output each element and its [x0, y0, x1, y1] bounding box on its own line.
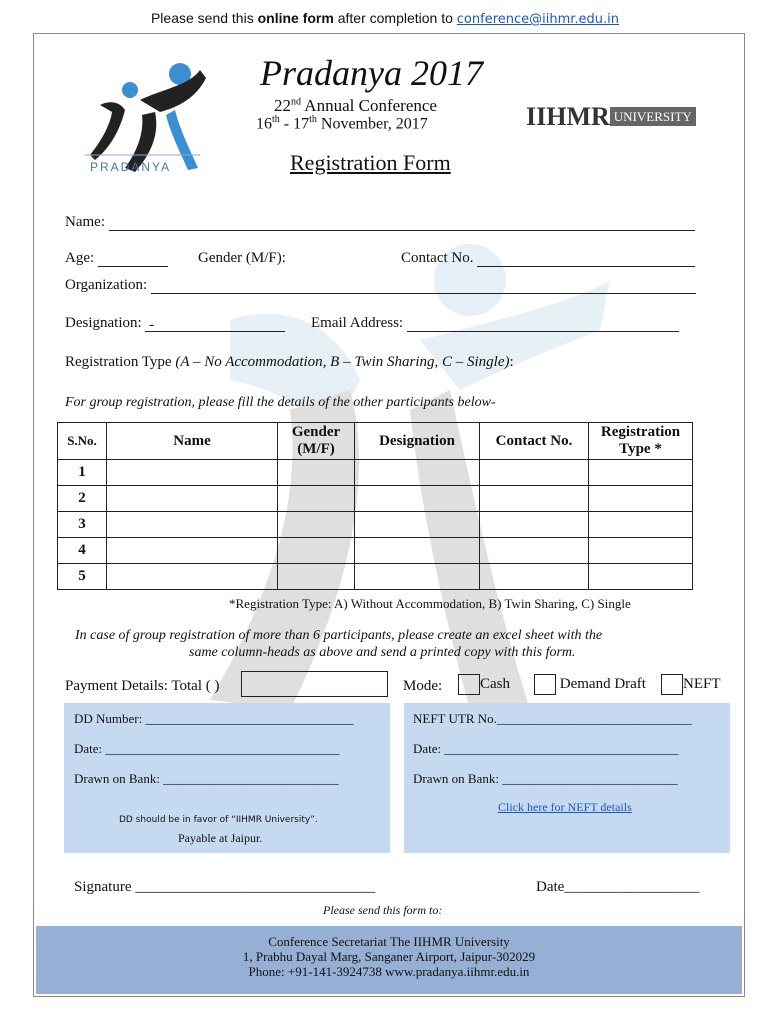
top-instruction [0, 10, 770, 27]
send-form-to: Please send this form to: [323, 903, 443, 917]
col-sno: S.No. [58, 423, 107, 460]
excel-note-line1: In case of group registration of more than 6 participants, please create an excel sheet with the [75, 628, 603, 643]
conference-title: Pradanya 2017 [260, 53, 483, 93]
dd-date-field[interactable]: Date: ____________________________________ [74, 741, 340, 756]
cash-checkbox[interactable] [458, 674, 480, 695]
email-field[interactable]: Email Address: [311, 315, 679, 332]
organization-field[interactable]: Organization: [65, 277, 696, 294]
iihmr-university-logo: IIHMR UNIVERSITY [526, 100, 696, 132]
dd-favor-note: DD should be in favor of “IIHMR University”. [119, 815, 318, 825]
address-line-3: Phone: +91-141-3924738 www.pradanya.iihmr.edu.in [248, 964, 530, 979]
mode-cash[interactable]: Cash [454, 674, 510, 695]
col-designation: Designation [355, 423, 480, 460]
col-gender: Gender (M/F) [278, 423, 355, 460]
payment-total-input[interactable] [241, 671, 388, 697]
date-field[interactable]: Date__________________ [536, 879, 700, 895]
form-title: Registration Form [290, 150, 451, 175]
neft-checkbox[interactable] [661, 674, 683, 695]
dd-bank-field[interactable]: Drawn on Bank: ___________________________ [74, 771, 339, 786]
top-note-bold: online form [257, 10, 334, 26]
mode-label: Mode: [403, 678, 443, 694]
group-intro: For group registration, please fill the details of the other participants below- [65, 395, 496, 410]
secretariat-address [36, 926, 742, 994]
dd-number-field[interactable]: DD Number: ________________________________ [74, 711, 354, 726]
col-name: Name [107, 423, 278, 460]
address-line-1: Conference Secretariat The IIHMR University [268, 934, 510, 949]
mode-neft[interactable]: NEFT [657, 674, 721, 695]
neft-bank-field[interactable]: Drawn on Bank: ___________________________ [413, 771, 678, 786]
neft-details-link[interactable]: Click here for NEFT details [498, 800, 632, 814]
signature-field[interactable]: Signature ________________________________ [74, 879, 376, 895]
table-row[interactable]: 4 [58, 538, 693, 564]
table-row[interactable]: 5 [58, 564, 693, 590]
top-note-prefix: Please send this [150, 10, 258, 26]
table-row[interactable]: 2 [58, 486, 693, 512]
neft-utr-field[interactable]: NEFT UTR No.______________________________ [413, 711, 692, 726]
gender-field[interactable]: Gender (M/F): [198, 250, 286, 266]
payment-total-label: Payment Details: Total ( ) [65, 678, 220, 694]
col-contact: Contact No. [480, 423, 589, 460]
col-registration-type: Registration Type * [589, 423, 693, 460]
registration-type-footnote: *Registration Type: A) Without Accommodation, B) Twin Sharing, C) Single [229, 596, 631, 611]
demand-draft-checkbox[interactable] [534, 674, 556, 695]
age-field[interactable]: Age: [65, 250, 168, 267]
contact-field[interactable]: Contact No. [401, 250, 695, 267]
dd-payable-note: Payable at Jaipur. [178, 831, 263, 845]
table-header-row [58, 423, 693, 460]
mode-demand-draft[interactable]: Demand Draft [530, 674, 646, 695]
group-participants-table [57, 422, 693, 590]
address-line-2: 1, Prabhu Dayal Marg, Sanganer Airport, Jaipur-302029 [242, 949, 536, 964]
email-link[interactable]: conference@iihmr.edu.in [456, 12, 620, 27]
neft-details-panel [404, 703, 730, 853]
dd-details-panel [64, 703, 390, 853]
logo-caption: PRADANYA [90, 160, 172, 174]
registration-type-field[interactable]: Registration Type (A – No Accommodation, B – Twin Sharing, C – Single): [65, 354, 514, 370]
neft-date-field[interactable]: Date: ____________________________________ [413, 741, 679, 756]
table-row[interactable]: 1 [58, 460, 693, 486]
top-note-mid: after completion to [333, 10, 457, 26]
table-row[interactable]: 3 [58, 512, 693, 538]
conference-edition: 22nd Annual Conference [274, 96, 437, 115]
designation-field[interactable]: Designation: - [65, 315, 285, 332]
excel-note-line2: same column-heads as above and send a printed copy with this form. [189, 645, 576, 660]
name-field[interactable]: Name: [65, 214, 695, 231]
conference-dates: 16th - 17th November, 2017 [256, 114, 428, 133]
